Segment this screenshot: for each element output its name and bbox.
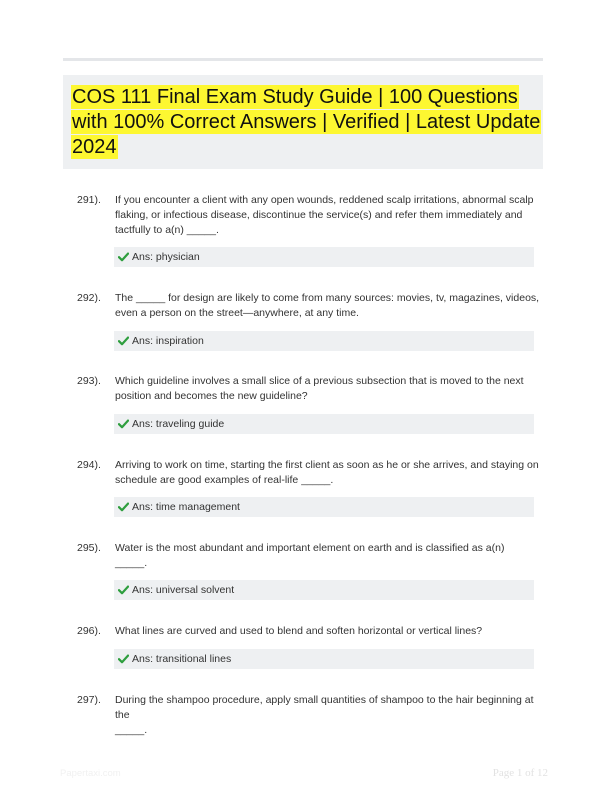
question-number: 296). [77,625,101,637]
question-number: 294). [77,459,101,471]
question-number: 292). [77,292,101,304]
answer-box-292 [114,331,534,351]
answer-box-294 [114,497,534,517]
check-icon [118,247,130,267]
document-title-text: COS 111 Final Exam Study Guide | 100 Questions with 100% Correct Answers | Verified | Latest Update 2024 [72,86,541,158]
check-icon [118,331,130,351]
question-text-line: During the shampoo procedure, apply small quantities of shampoo to the hair beginning at the [115,694,534,721]
document-title [71,85,541,160]
question-text: Which guideline involves a small slice of a previous subsection that is moved to the next position and becomes the new guideline? [115,375,524,402]
question-text: What lines are curved and used to blend and soften horizontal or vertical lines? [115,625,483,637]
question-text: Arriving to work on time, starting the first client as soon as he or she arrives, and staying on schedule are good examples of real-life _____. [115,459,539,486]
answer-text: Ans: physician [132,251,200,263]
question-number: 293). [77,375,101,387]
check-icon [118,649,130,669]
footer-watermark: Papertaxi.com [60,768,121,779]
question-text: The _____ for design are likely to come from many sources: movies, tv, magazines, videos, even a person on the street—anywhere, at any time. [115,292,540,319]
answer-box-291 [114,247,534,267]
question-number: 291). [77,194,101,206]
check-icon [118,580,130,600]
answer-text: Ans: time management [132,501,240,513]
question-text: If you encounter a client with any open wounds, reddened scalp irritations, abnormal scalp flaking, or infectious disease, discontinue the service(s) and refer them immediately and tactfully to a(n) _____. [115,194,534,236]
answer-box-296 [114,649,534,669]
answer-text: Ans: inspiration [132,335,204,347]
answer-text: Ans: traveling guide [132,418,225,430]
top-divider [63,58,543,61]
question-text [115,693,540,738]
question-number: 295). [77,542,101,554]
answer-box-293 [114,414,534,434]
question-text-line: _____. [115,724,148,736]
answer-box-295 [114,580,534,600]
answer-text: Ans: transitional lines [132,653,232,665]
page-indicator: Page 1 of 12 [492,767,548,779]
answer-text: Ans: universal solvent [132,584,235,596]
question-text: Water is the most abundant and important element on earth and is classified as a(n) _____. [115,542,505,569]
question-number: 297). [77,694,101,706]
check-icon [118,497,130,517]
title-banner [63,75,543,169]
check-icon [118,414,130,434]
